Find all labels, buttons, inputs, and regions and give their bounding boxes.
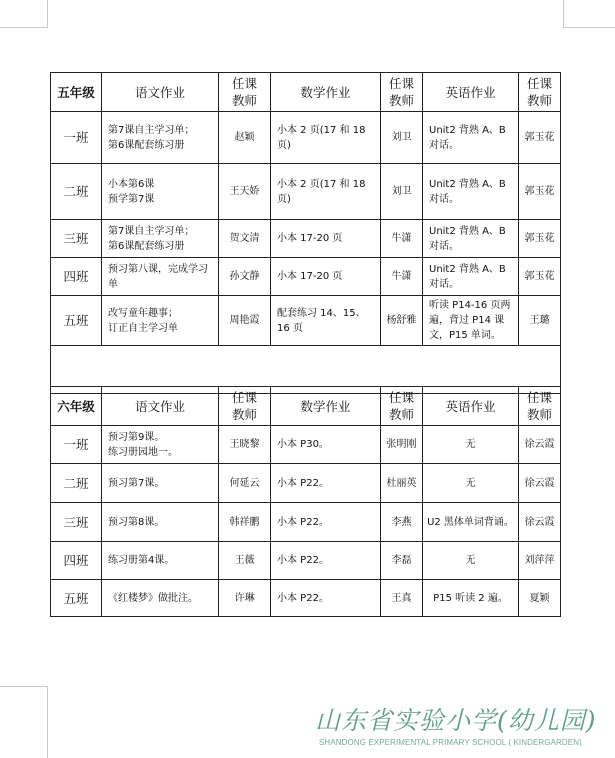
corner-guide <box>47 686 48 758</box>
english-teacher: 郭玉花 <box>519 164 561 220</box>
class-label: 三班 <box>51 503 102 542</box>
english-homework: P15 听读 2 遍。 <box>423 580 519 617</box>
table-row <box>51 258 561 296</box>
math-homework: 小本 P22。 <box>271 464 381 503</box>
english-teacher: 郭玉花 <box>519 258 561 296</box>
class-label: 四班 <box>51 258 102 296</box>
class-label: 五班 <box>51 580 102 617</box>
math-homework: 小本 17-20 页 <box>271 220 381 258</box>
english-teacher: 郭玉花 <box>519 220 561 258</box>
school-name-chinese: 山东省实验小学(幼儿园) <box>315 706 597 735</box>
english-homework: 听读 P14-16 页两遍，背过 P14 课文，P15 单词。 <box>423 296 519 346</box>
chinese-homework: 预习第8课。 <box>102 503 219 542</box>
english-homework: 无 <box>423 426 519 464</box>
math-teacher: 王真 <box>381 580 423 617</box>
class-label: 五班 <box>51 296 102 346</box>
math-teacher: 杨舒雅 <box>381 296 423 346</box>
math-header: 数学作业 <box>271 73 381 112</box>
math-homework: 配套练习 14、15、16 页 <box>271 296 381 346</box>
math-homework: 小本 P30。 <box>271 426 381 464</box>
table-row <box>51 503 561 542</box>
english-homework: U2 黑体单词背诵。 <box>423 503 519 542</box>
english-teacher: 郭玉花 <box>519 112 561 164</box>
chinese-teacher: 许琳 <box>219 580 271 617</box>
grade-label: 六年级 <box>51 387 102 426</box>
teacher-header: 任课 教师 <box>519 387 561 426</box>
english-teacher: 徐云霞 <box>519 464 561 503</box>
class-label: 四班 <box>51 542 102 580</box>
chinese-teacher: 孙文静 <box>219 258 271 296</box>
english-homework: 无 <box>423 464 519 503</box>
grade6-homework-table <box>50 386 561 617</box>
math-teacher: 刘卫 <box>381 112 423 164</box>
english-teacher: 徐云霞 <box>519 426 561 464</box>
english-homework: Unit2 背熟 A、B 对话。 <box>423 220 519 258</box>
table-row <box>51 464 561 503</box>
teacher-header: 任课 教师 <box>519 73 561 112</box>
english-homework: 无 <box>423 542 519 580</box>
class-label: 一班 <box>51 426 102 464</box>
math-teacher: 牛潇 <box>381 220 423 258</box>
math-teacher: 李燕 <box>381 503 423 542</box>
chinese-teacher: 王天娇 <box>219 164 271 220</box>
english-header: 英语作业 <box>423 387 519 426</box>
table-row <box>51 220 561 258</box>
class-label: 二班 <box>51 464 102 503</box>
chinese-teacher: 王晓黎 <box>219 426 271 464</box>
math-teacher: 刘卫 <box>381 164 423 220</box>
chinese-header: 语文作业 <box>102 73 219 112</box>
chinese-homework: 第7课自主学习单； 第6课配套练习册 <box>102 112 219 164</box>
class-label: 二班 <box>51 164 102 220</box>
teacher-header: 任课 教师 <box>381 73 423 112</box>
chinese-header: 语文作业 <box>102 387 219 426</box>
english-teacher: 徐云霞 <box>519 503 561 542</box>
class-label: 一班 <box>51 112 102 164</box>
math-homework: 小本 P22。 <box>271 503 381 542</box>
table-row <box>51 580 561 617</box>
english-homework: Unit2 背熟 A、B 对话。 <box>423 112 519 164</box>
english-teacher: 王璐 <box>519 296 561 346</box>
chinese-homework: 第7课自主学习单； 第6课配套练习册 <box>102 220 219 258</box>
math-homework: 小本 2 页(17 和 18 页) <box>271 164 381 220</box>
chinese-teacher: 贺文清 <box>219 220 271 258</box>
grade-label: 五年级 <box>51 73 102 112</box>
grade5-homework-table <box>50 72 561 394</box>
corner-guide <box>47 0 48 28</box>
math-teacher: 牛潇 <box>381 258 423 296</box>
table-row <box>51 426 561 464</box>
math-teacher: 杜丽英 <box>381 464 423 503</box>
corner-guide <box>0 686 47 687</box>
math-homework: 小本 2 页(17 和 18 页) <box>271 112 381 164</box>
math-homework: 小本 P22。 <box>271 542 381 580</box>
table-row <box>51 542 561 580</box>
chinese-homework: 练习册第4课。 <box>102 542 219 580</box>
teacher-header: 任课 教师 <box>381 387 423 426</box>
chinese-homework: 预习第八课，完成学习单 <box>102 258 219 296</box>
english-teacher: 夏颖 <box>519 580 561 617</box>
school-logo <box>315 706 607 752</box>
school-name-english: SHANDONG EXPERIMENTAL PRIMARY SCHOOL ( KINDERGARDEN) <box>319 738 582 747</box>
chinese-homework: 《红楼梦》做批注。 <box>102 580 219 617</box>
english-homework: Unit2 背熟 A、B 对话。 <box>423 164 519 220</box>
chinese-homework: 预习第7课。 <box>102 464 219 503</box>
math-homework: 小本 17-20 页 <box>271 258 381 296</box>
math-header: 数学作业 <box>271 387 381 426</box>
table-header-row <box>51 73 561 112</box>
teacher-header: 任课 教师 <box>219 387 271 426</box>
table-row <box>51 164 561 220</box>
chinese-homework: 小本第6课 预学第7课 <box>102 164 219 220</box>
chinese-homework: 改写童年趣事； 订正自主学习单 <box>102 296 219 346</box>
chinese-homework: 预习第9课。 练习册园地一。 <box>102 426 219 464</box>
chinese-teacher: 王薇 <box>219 542 271 580</box>
corner-guide <box>0 27 47 28</box>
table-row <box>51 296 561 346</box>
class-label: 三班 <box>51 220 102 258</box>
english-header: 英语作业 <box>423 73 519 112</box>
table-row <box>51 112 561 164</box>
chinese-teacher: 周艳霞 <box>219 296 271 346</box>
chinese-teacher: 赵颖 <box>219 112 271 164</box>
teacher-header: 任课 教师 <box>219 73 271 112</box>
math-teacher: 张明刚 <box>381 426 423 464</box>
math-homework: 小本 P22。 <box>271 580 381 617</box>
chinese-teacher: 韩祥鹏 <box>219 503 271 542</box>
corner-guide <box>563 27 615 28</box>
english-teacher: 刘萍萍 <box>519 542 561 580</box>
table-header-row <box>51 387 561 426</box>
math-teacher: 李磊 <box>381 542 423 580</box>
chinese-teacher: 何延云 <box>219 464 271 503</box>
english-homework: Unit2 背熟 A、B 对话。 <box>423 258 519 296</box>
corner-guide <box>563 0 564 28</box>
